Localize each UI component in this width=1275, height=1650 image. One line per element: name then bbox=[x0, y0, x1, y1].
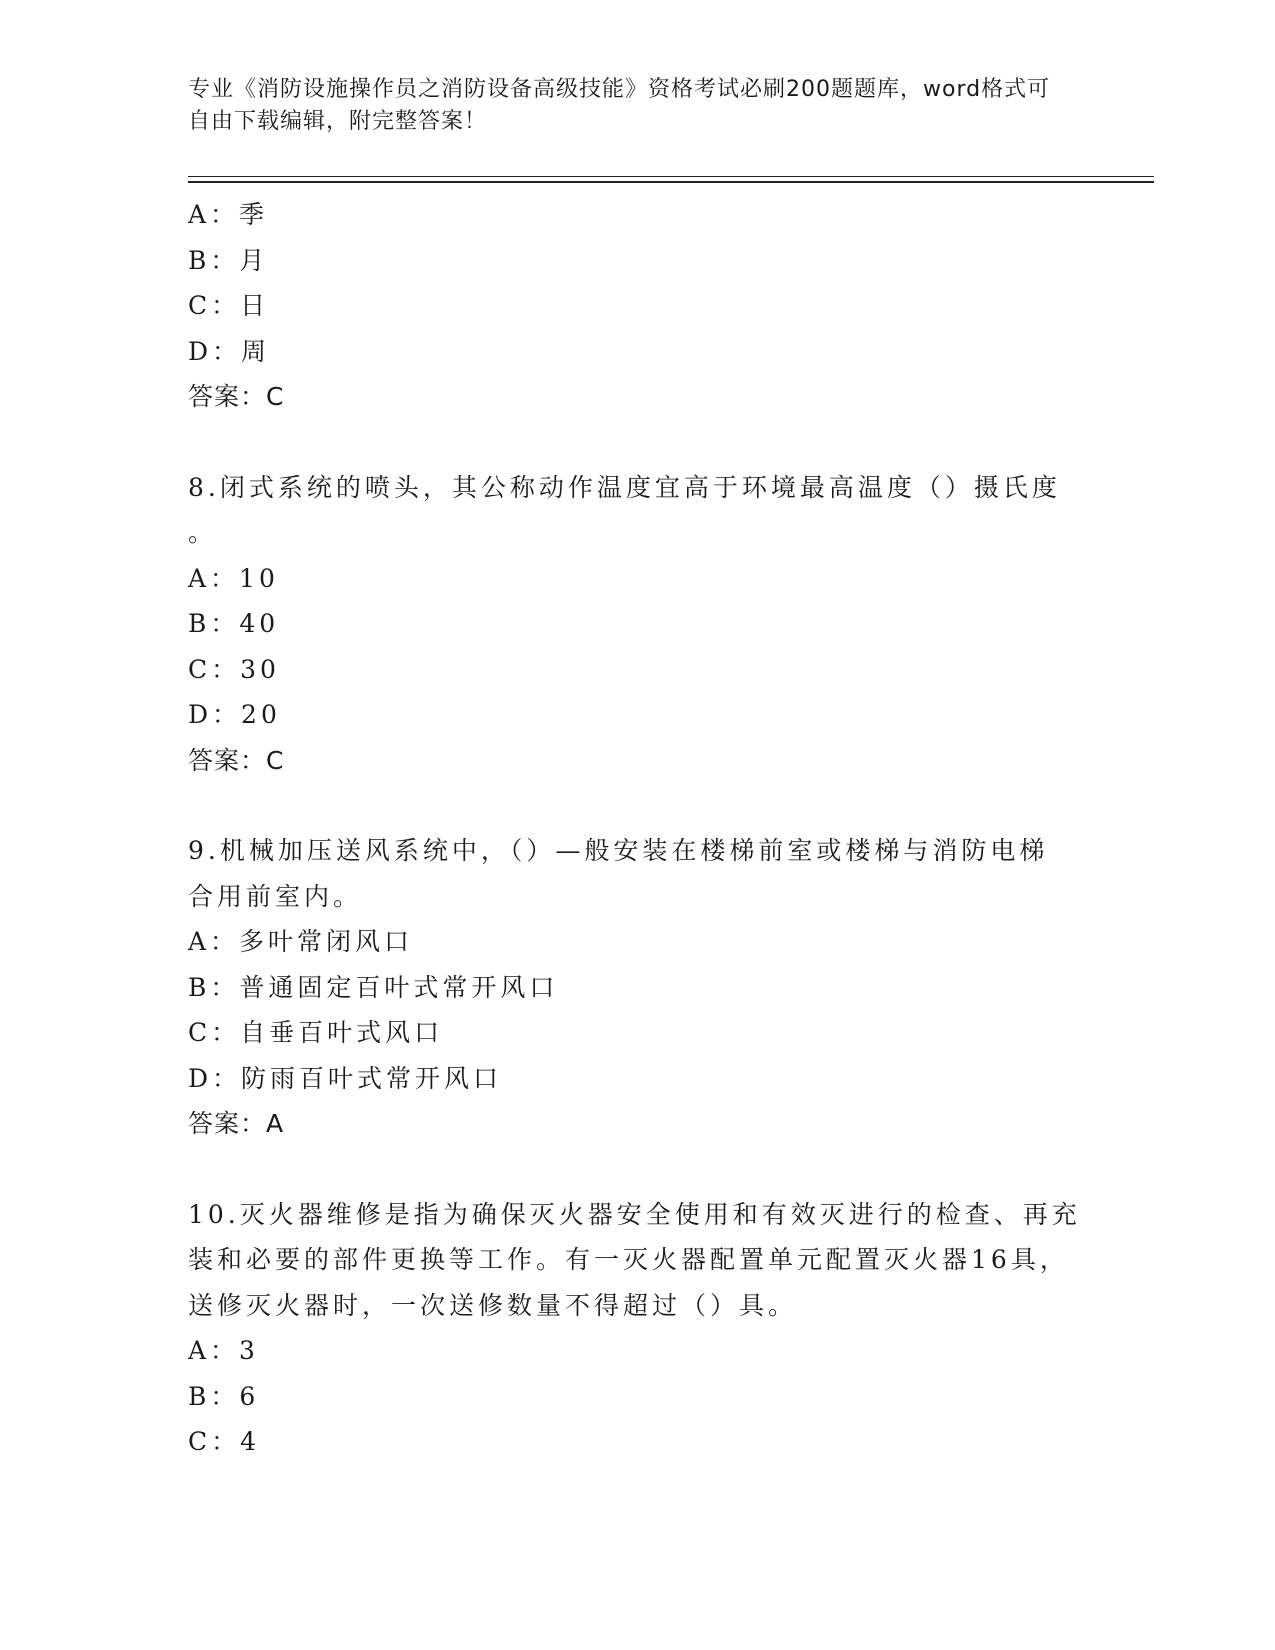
question-text-line: 装和必要的部件更换等工作。有一灭火器配置单元配置灭火器16具， bbox=[188, 1245, 1069, 1274]
option-c: C：4 bbox=[188, 1427, 261, 1456]
option-d: D：周 bbox=[188, 336, 271, 366]
option-b: B：40 bbox=[188, 609, 280, 638]
answer-line: 答案：A bbox=[188, 1109, 285, 1138]
option-a: A：多叶常闭风口 bbox=[188, 927, 414, 956]
question-text-line: 送修灭火器时，一次送修数量不得超过（）具。 bbox=[188, 1290, 798, 1320]
header-divider-thin bbox=[188, 176, 1154, 177]
question-block-8 bbox=[188, 465, 1088, 784]
option-a: A：季 bbox=[188, 200, 269, 229]
question-text-line: 合用前室内。 bbox=[188, 881, 363, 911]
option-a: A：10 bbox=[188, 563, 279, 593]
question-text-line: 。 bbox=[188, 518, 218, 547]
option-d: D：20 bbox=[188, 700, 281, 729]
question-text-line: 9.机械加压送风系统中，（）—般安装在楼梯前室或楼梯与消防电梯 bbox=[188, 836, 1049, 865]
document-header bbox=[188, 74, 1068, 138]
question-block-10 bbox=[188, 1192, 1088, 1465]
question-block-7 bbox=[188, 192, 1088, 420]
option-c: C：30 bbox=[188, 654, 280, 684]
option-b: B：月 bbox=[188, 245, 269, 275]
header-divider-thick bbox=[188, 181, 1154, 183]
option-c: C：日 bbox=[188, 291, 270, 320]
option-c: C：自垂百叶式风口 bbox=[188, 1018, 444, 1047]
header-text: 专业《消防设施操作员之消防设备高级技能》资格考试必刷200题题库，word格式可自由下载编辑，附完整答案！ bbox=[188, 77, 1051, 134]
question-block-9 bbox=[188, 828, 1088, 1147]
option-b: B：普通固定百叶式常开风口 bbox=[188, 972, 559, 1002]
option-a: A：3 bbox=[188, 1336, 259, 1365]
question-text-line: 10.灭火器维修是指为确保灭火器安全使用和有效灭进行的检查、再充 bbox=[188, 1199, 1081, 1229]
answer-line: 答案：C bbox=[188, 382, 285, 411]
question-text-line: 8.闭式系统的喷头，其公称动作温度宜高于环境最高温度（）摄氏度 bbox=[188, 472, 1061, 502]
option-d: D：防雨百叶式常开风口 bbox=[188, 1063, 503, 1093]
question-content bbox=[188, 192, 1088, 1465]
option-b: B：6 bbox=[188, 1381, 260, 1411]
answer-line: 答案：C bbox=[188, 745, 285, 775]
